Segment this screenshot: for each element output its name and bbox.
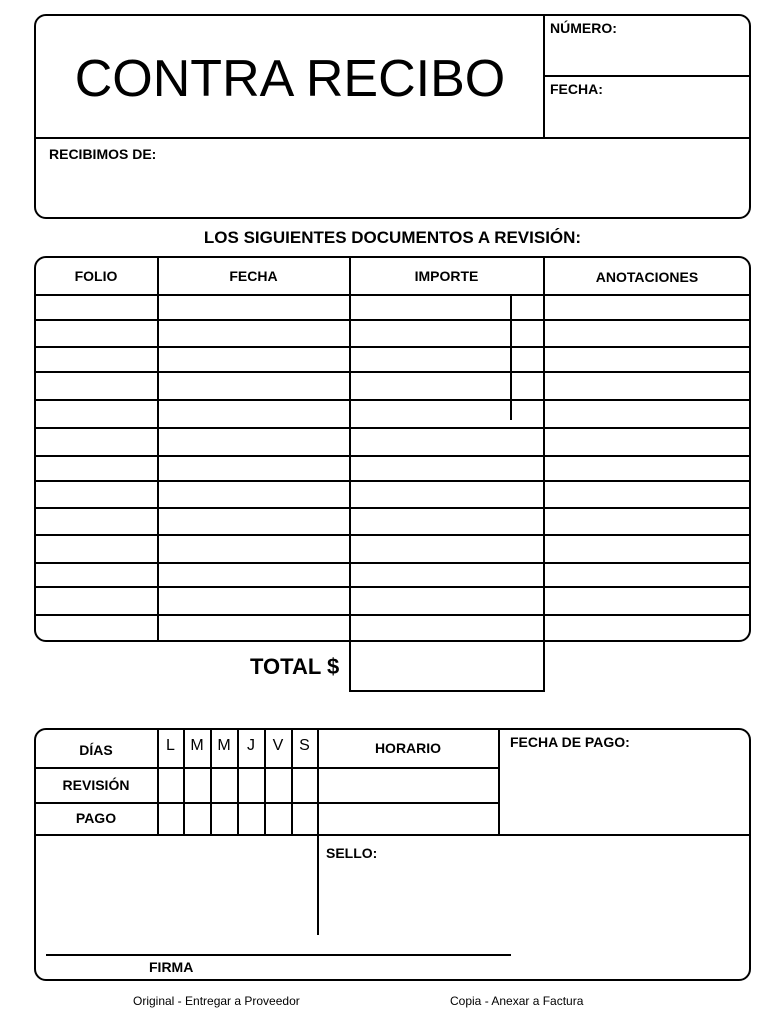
column-header-importe: IMPORTE xyxy=(414,268,479,284)
table-row xyxy=(35,399,750,401)
firma-line xyxy=(46,954,511,956)
day-label-m2: M xyxy=(217,737,231,754)
table-header-divider xyxy=(35,294,750,296)
table-row xyxy=(35,586,750,588)
table-row xyxy=(35,371,750,373)
col-divider-2 xyxy=(349,257,351,692)
schedule-box xyxy=(34,728,751,981)
table-row xyxy=(35,346,750,348)
fecha-label: FECHA: xyxy=(550,81,603,97)
total-label: TOTAL $ xyxy=(250,654,340,679)
column-header-folio: FOLIO xyxy=(74,268,118,284)
fecha-pago-divider xyxy=(498,729,500,835)
table-row xyxy=(35,427,750,429)
col-divider-1 xyxy=(157,257,159,641)
table-row xyxy=(35,507,750,509)
numero-label: NÚMERO: xyxy=(550,20,617,36)
total-box-bottom xyxy=(349,690,545,692)
horario-label: HORARIO xyxy=(374,740,442,756)
schedule-divider-pago xyxy=(35,802,499,804)
header-divider-numero-fecha xyxy=(544,75,750,77)
documents-heading: LOS SIGUIENTES DOCUMENTOS A REVISIÓN: xyxy=(203,228,582,247)
col-divider-3 xyxy=(543,257,545,692)
table-row xyxy=(35,562,750,564)
dias-label: DÍAS xyxy=(79,742,113,758)
schedule-divider-bottom xyxy=(35,834,750,836)
day-label-m: M xyxy=(190,737,204,754)
table-row xyxy=(35,534,750,536)
importe-cents-divider xyxy=(510,296,512,420)
table-row xyxy=(35,614,750,616)
page-title: CONTRA RECIBO xyxy=(74,50,506,108)
fecha-pago-label: FECHA DE PAGO: xyxy=(510,734,630,750)
pago-row-label: PAGO xyxy=(75,810,117,826)
header-divider-recibimos xyxy=(35,137,750,139)
header-box xyxy=(34,14,751,219)
schedule-divider-revision xyxy=(35,767,499,769)
day-label-s: S xyxy=(299,737,310,754)
recibimos-label: RECIBIMOS DE: xyxy=(49,146,157,162)
sello-label: SELLO: xyxy=(326,845,378,861)
horario-col-divider xyxy=(317,729,319,935)
documents-table xyxy=(34,256,751,642)
column-header-anotaciones: ANOTACIONES xyxy=(595,269,699,285)
revision-row-label: REVISIÓN xyxy=(62,777,130,793)
firma-label: FIRMA xyxy=(149,959,194,975)
day-label-l: L xyxy=(166,737,175,754)
table-row xyxy=(35,455,750,457)
table-row xyxy=(35,319,750,321)
day-label-j: J xyxy=(247,737,255,754)
table-row xyxy=(35,480,750,482)
footer-copia-note: Copia - Anexar a Factura xyxy=(450,994,584,1008)
day-label-v: V xyxy=(272,737,284,754)
footer-original-note: Original - Entregar a Proveedor xyxy=(133,994,300,1008)
column-header-fecha: FECHA xyxy=(229,268,278,284)
